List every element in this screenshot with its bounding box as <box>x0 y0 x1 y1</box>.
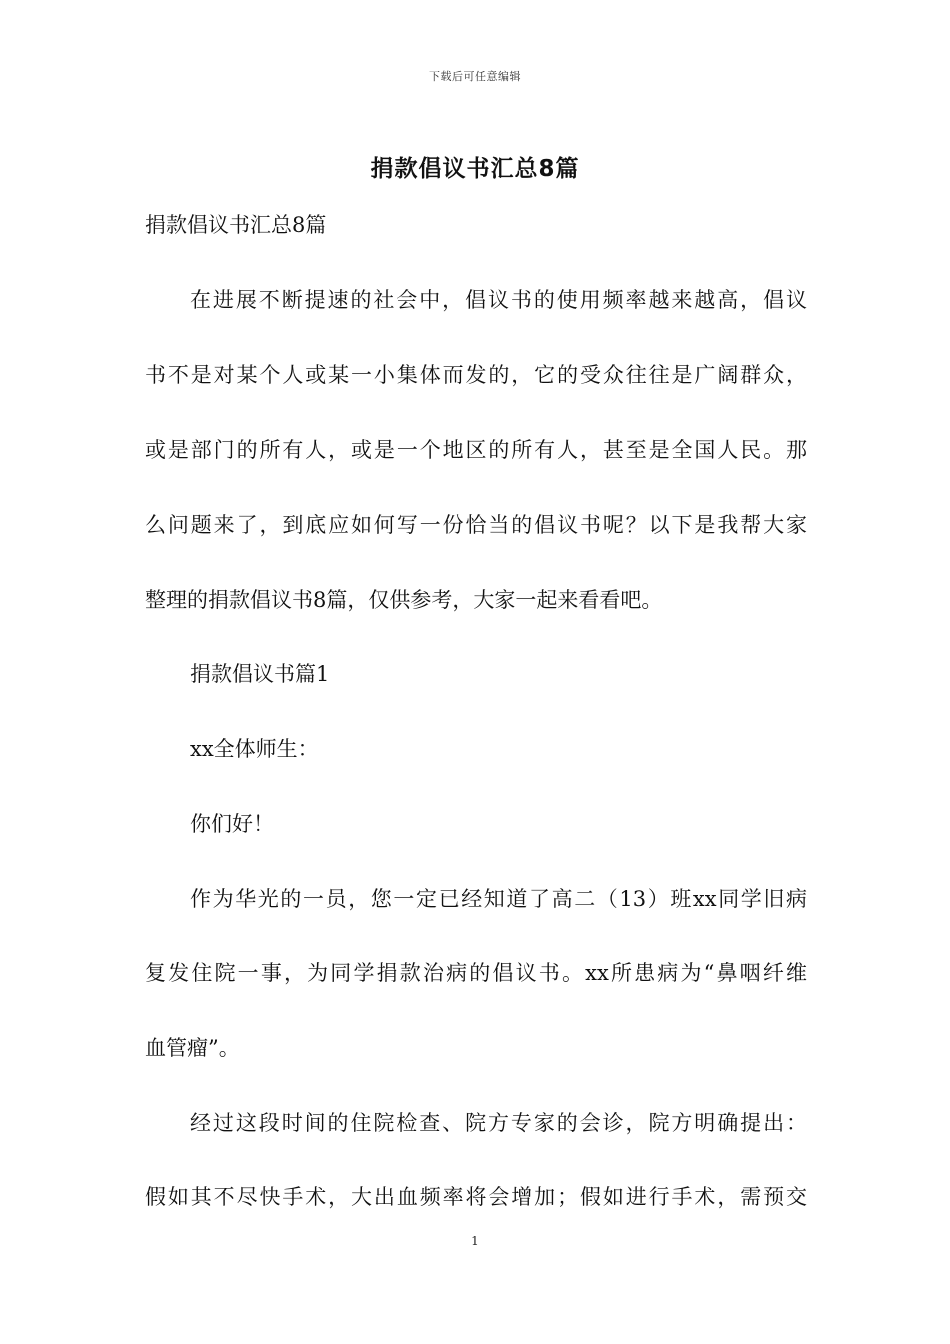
intro-line: 书不是对某个人或某一小集体而发的，它的受众往往是广阔群众， <box>145 363 807 387</box>
paragraph-line: 经过这段时间的住院检查、院方专家的会诊，院方明确提出： <box>190 1111 807 1135</box>
greeting: 你们好！ <box>190 812 274 836</box>
page-header-note: 下载后可任意编辑 <box>429 70 521 83</box>
section-heading: 捐款倡议书篇1 <box>190 662 330 686</box>
intro-line: 或是部门的所有人，或是一个地区的所有人，甚至是全国人民。那 <box>145 438 807 462</box>
document-subtitle: 捐款倡议书汇总8篇 <box>145 213 327 237</box>
intro-line: 在进展不断提速的社会中，倡议书的使用频率越来越高，倡议 <box>190 288 807 312</box>
paragraph-line: 作为华光的一员，您一定已经知道了高二（13）班xx同学旧病 <box>190 887 807 911</box>
page-number: 1 <box>471 1234 479 1248</box>
salutation: xx全体师生： <box>190 737 319 761</box>
paragraph-line: 假如其不尽快手术，大出血频率将会增加；假如进行手术，需预交 <box>145 1185 807 1209</box>
document-title: 捐款倡议书汇总8篇 <box>370 156 580 182</box>
intro-line: 么问题来了，到底应如何写一份恰当的倡议书呢？以下是我帮大家 <box>145 513 807 537</box>
paragraph-line: 血管瘤”。 <box>145 1036 240 1060</box>
paragraph-line: 复发住院一事，为同学捐款治病的倡议书。xx所患病为“鼻咽纤维 <box>145 961 807 985</box>
intro-line: 整理的捐款倡议书8篇，仅供参考，大家一起来看看吧。 <box>145 588 663 612</box>
